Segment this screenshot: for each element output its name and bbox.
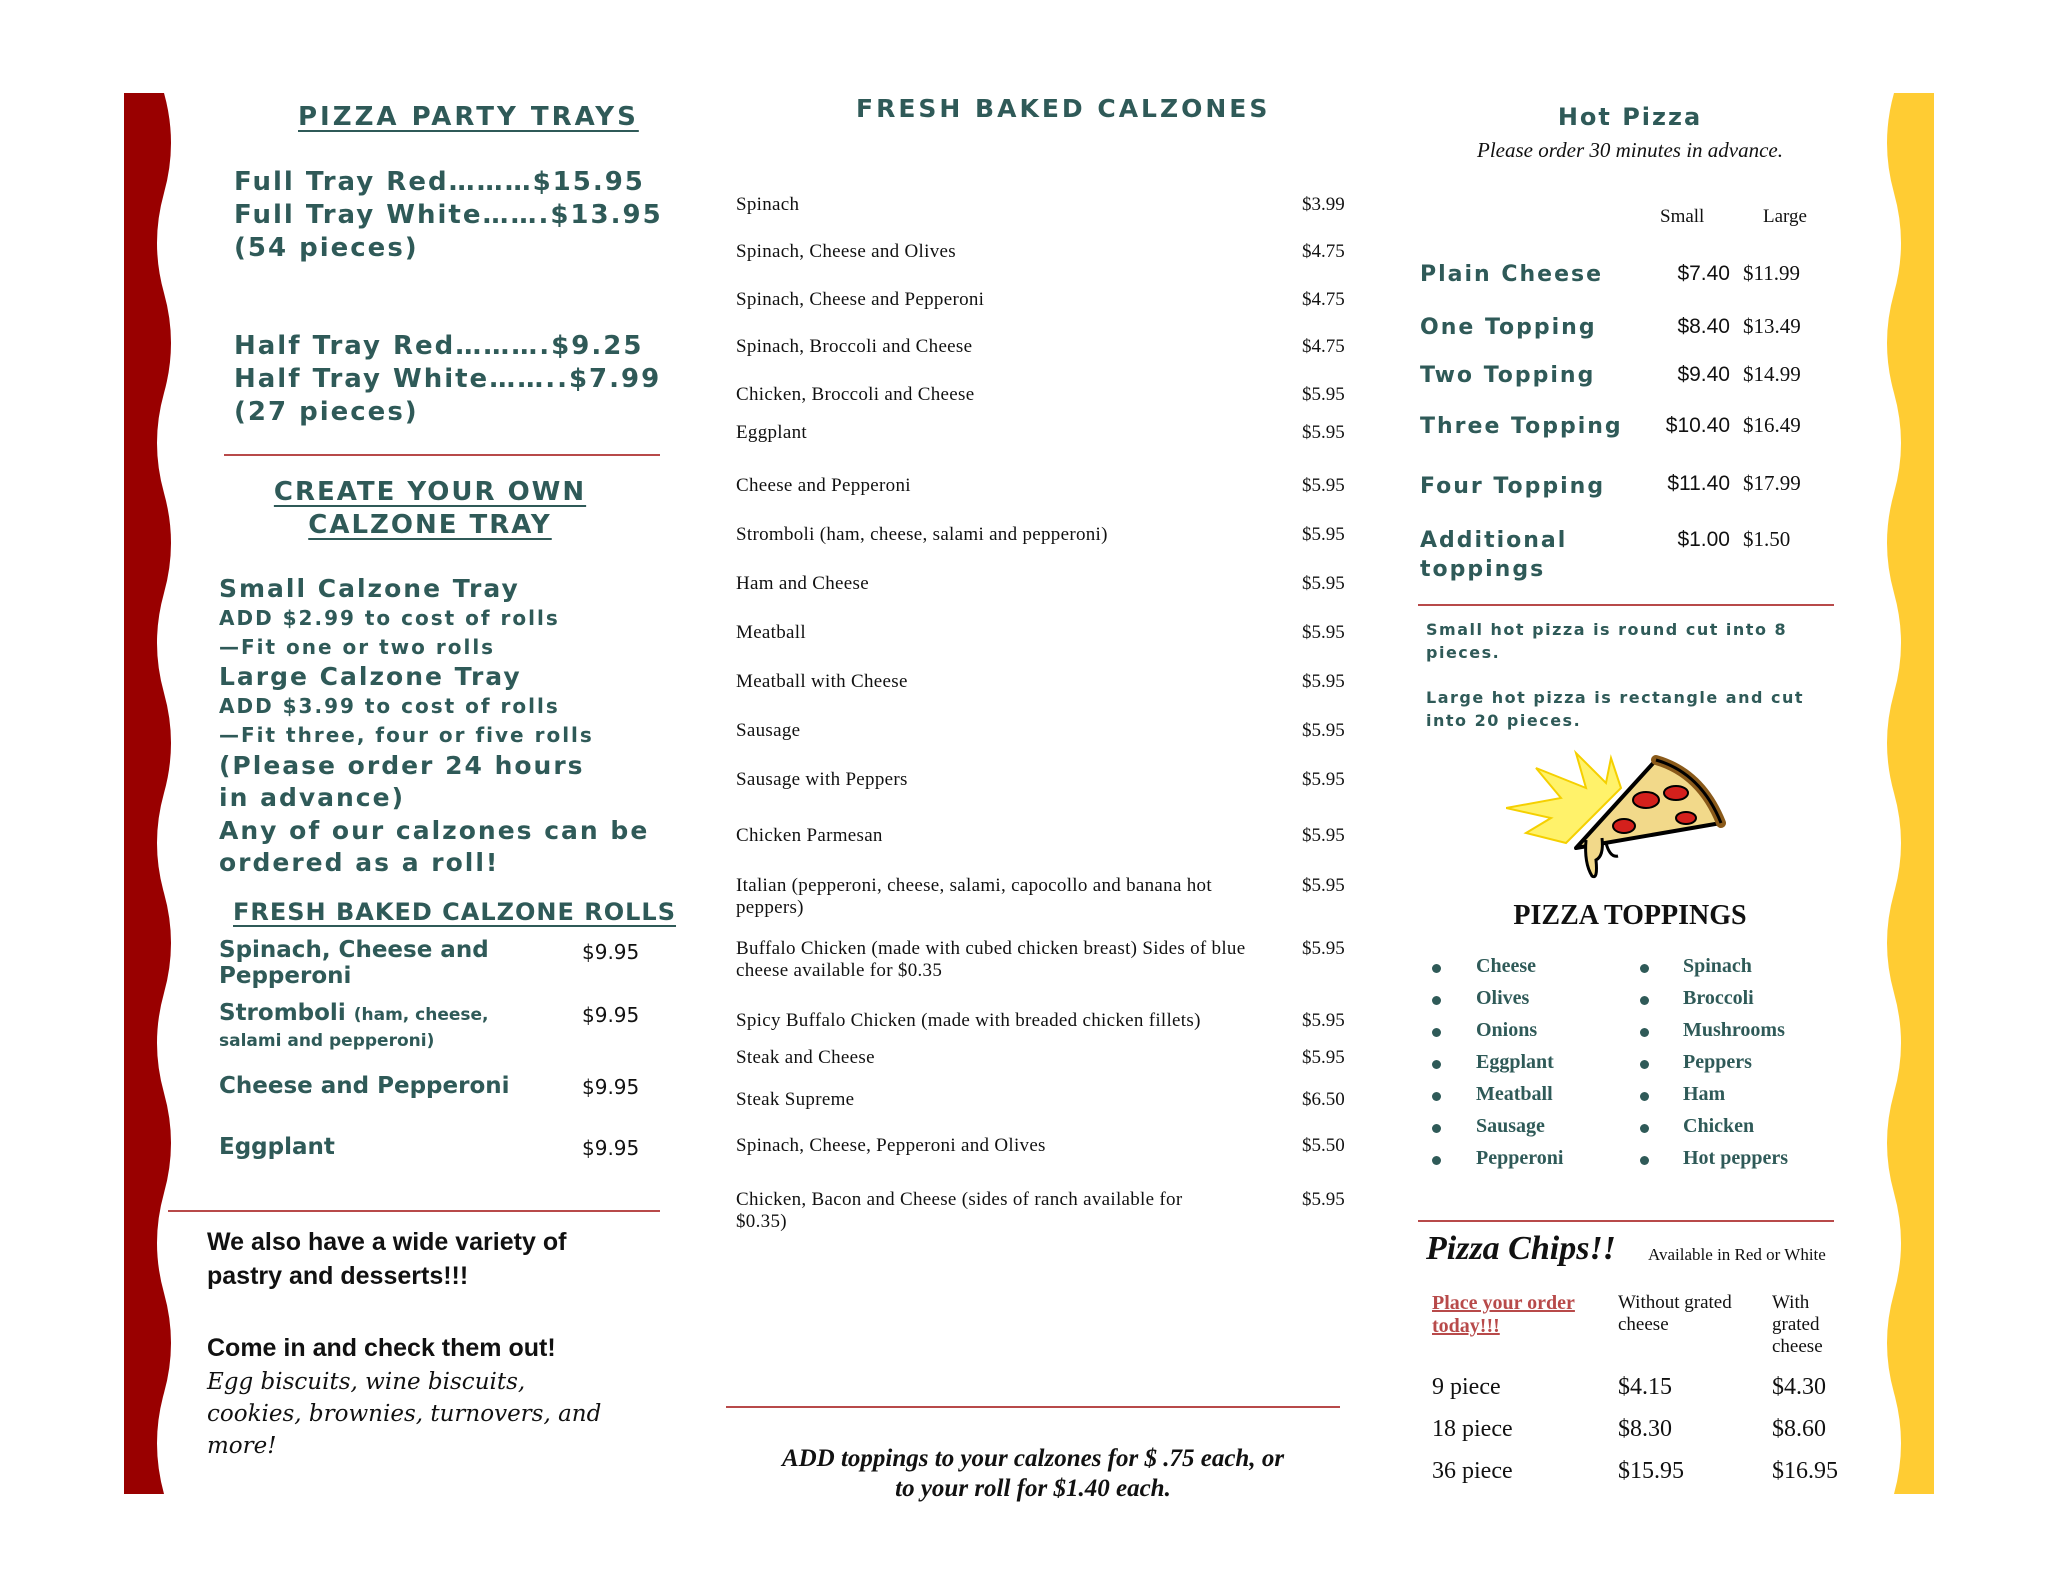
size-large-label: Large xyxy=(1763,206,1807,227)
roll-item-name-sub: (ham, cheese, salami and pepperoni) xyxy=(219,1005,489,1051)
small-calzone-tray: Small Calzone Tray xyxy=(219,574,520,603)
bullet-icon xyxy=(1640,1092,1649,1101)
chips-price-with: $16.95 xyxy=(1772,1458,1838,1484)
divider xyxy=(168,1210,660,1212)
calzone-name: Chicken, Broccoli and Cheese xyxy=(736,384,975,405)
small-pizza-note: Small hot pizza is round cut into 8 pieces. xyxy=(1426,620,1788,662)
calzone-name: Meatball xyxy=(736,622,806,643)
chips-price-with: $4.30 xyxy=(1772,1374,1826,1400)
calzone-price: $5.95 xyxy=(1302,573,1345,594)
chips-price-with: $8.60 xyxy=(1772,1416,1826,1442)
add-toppings-note xyxy=(728,1444,1338,1504)
topping-item: Broccoli xyxy=(1683,987,1754,1009)
calzone-name: Italian (pepperoni, cheese, salami, capocollo and banana hot peppers) xyxy=(736,875,1212,918)
calzone-price: $3.99 xyxy=(1302,194,1345,215)
chips-price-without: $4.15 xyxy=(1618,1374,1672,1400)
pizza-name: Two Topping xyxy=(1420,363,1596,388)
hot-pizza-subtitle: Please order 30 minutes in advance. xyxy=(1477,138,1783,162)
left-wavy-bar xyxy=(124,93,172,1494)
large-tray-fit: —Fit three, four or five rolls xyxy=(219,723,594,747)
topping-item: Ham xyxy=(1683,1083,1726,1105)
calzone-name: Meatball with Cheese xyxy=(736,671,908,692)
bullet-icon xyxy=(1432,1124,1441,1133)
roll-item-name xyxy=(219,1000,549,1052)
pizza-name: Four Topping xyxy=(1420,474,1606,499)
topping-item: Sausage xyxy=(1476,1115,1545,1137)
topping-item: Peppers xyxy=(1683,1051,1752,1073)
pizza-large-price: $16.49 xyxy=(1743,413,1801,437)
large-pizza-note: Large hot pizza is rectangle and cut into 20 pieces. xyxy=(1426,688,1805,730)
calzone-price: $5.95 xyxy=(1302,475,1345,496)
size-small-label: Small xyxy=(1660,206,1705,227)
large-calzone-tray: Large Calzone Tray xyxy=(219,662,522,691)
pastry-invite: Come in and check them out! xyxy=(207,1334,556,1362)
large-tray-add: ADD $3.99 to cost of rolls xyxy=(219,694,560,718)
topping-item: Eggplant xyxy=(1476,1051,1554,1073)
topping-item: Mushrooms xyxy=(1683,1019,1785,1041)
calzone-name: Spinach, Cheese and Pepperoni xyxy=(736,289,985,310)
pastry-list: Egg biscuits, wine biscuits, cookies, brownies, turnovers, and more! xyxy=(207,1369,602,1459)
calzone-name: Spinach, Broccoli and Cheese xyxy=(736,336,973,357)
pizza-slice-icon xyxy=(1506,748,1726,888)
pizza-name: Plain Cheese xyxy=(1420,262,1604,287)
calzone-name: Spinach, Cheese and Olives xyxy=(736,241,956,262)
party-trays-title: PIZZA PARTY TRAYS xyxy=(298,102,639,132)
bullet-icon xyxy=(1432,1028,1441,1037)
chips-with-cheese-header: With grated cheese xyxy=(1772,1292,1823,1357)
calzone-price: $5.50 xyxy=(1302,1135,1345,1156)
calzone-price: $5.95 xyxy=(1302,769,1345,790)
create-your-own-title-line1: CREATE YOUR OWN xyxy=(273,477,587,507)
bullet-icon xyxy=(1432,964,1441,973)
calzone-name: Eggplant xyxy=(736,422,807,443)
bullet-icon xyxy=(1432,1092,1441,1101)
chips-size: 36 piece xyxy=(1432,1458,1513,1484)
divider xyxy=(1418,604,1834,606)
roll-item-name-main: Stromboli xyxy=(219,1000,346,1026)
bullet-icon xyxy=(1432,1060,1441,1069)
pizza-large-price: $17.99 xyxy=(1743,471,1801,495)
any-calzone-line1: Any of our calzones can be xyxy=(219,816,650,845)
add-toppings-line2: to your roll for $1.40 each. xyxy=(895,1475,1171,1502)
calzone-name: Spinach xyxy=(736,194,800,215)
right-wavy-bar xyxy=(1886,93,1934,1494)
calzone-price: $5.95 xyxy=(1302,384,1345,405)
chips-without-cheese-header: Without grated cheese xyxy=(1618,1292,1732,1335)
bullet-icon xyxy=(1640,1060,1649,1069)
order-24-line1: (Please order 24 hours xyxy=(219,751,585,780)
small-tray-add: ADD $2.99 to cost of rolls xyxy=(219,606,560,630)
any-calzone-line2: ordered as a roll! xyxy=(219,848,500,877)
calzone-price: $5.95 xyxy=(1302,524,1345,545)
calzone-price: $5.95 xyxy=(1302,938,1345,959)
calzones-title: FRESH BAKED CALZONES xyxy=(856,94,1271,123)
bullet-icon xyxy=(1640,1028,1649,1037)
full-tray-red: Full Tray Red………$15.95 xyxy=(234,167,645,197)
calzone-price: $4.75 xyxy=(1302,336,1345,357)
calzone-price: $5.95 xyxy=(1302,1189,1345,1210)
calzone-price: $4.75 xyxy=(1302,241,1345,262)
half-tray-red: Half Tray Red……….$9.25 xyxy=(234,331,644,361)
pizza-chips-title: Pizza Chips!! xyxy=(1426,1230,1616,1267)
half-tray-white: Half Tray White……..$7.99 xyxy=(234,364,662,394)
calzone-price: $5.95 xyxy=(1302,1047,1345,1068)
calzone-rolls-title: FRESH BAKED CALZONE ROLLS xyxy=(233,898,677,926)
topping-item: Meatball xyxy=(1476,1083,1553,1105)
calzone-name: Steak Supreme xyxy=(736,1089,855,1110)
pizza-small-price: $11.40 xyxy=(1667,472,1730,495)
full-tray-white: Full Tray White…….$13.95 xyxy=(234,200,663,230)
calzone-name: Sausage with Peppers xyxy=(736,769,908,790)
calzone-name: Spicy Buffalo Chicken (made with breaded chicken fillets) xyxy=(736,1010,1201,1031)
topping-item: Spinach xyxy=(1683,955,1752,977)
roll-item-price: $9.95 xyxy=(582,940,640,964)
bullet-icon xyxy=(1640,964,1649,973)
pizza-large-price: $14.99 xyxy=(1743,362,1801,386)
pizza-name: Additional toppings xyxy=(1420,528,1568,582)
calzone-price: $5.95 xyxy=(1302,720,1345,741)
bullet-icon xyxy=(1640,1156,1649,1165)
full-tray-pieces: (54 pieces) xyxy=(234,233,419,263)
place-order-link[interactable]: Place your order today!!! xyxy=(1432,1292,1575,1337)
topping-item: Chicken xyxy=(1683,1115,1755,1137)
bullet-icon xyxy=(1432,996,1441,1005)
small-tray-fit: —Fit one or two rolls xyxy=(219,635,496,659)
calzone-price: $5.95 xyxy=(1302,622,1345,643)
topping-item: Cheese xyxy=(1476,955,1536,977)
calzone-price: $4.75 xyxy=(1302,289,1345,310)
hot-pizza-title: Hot Pizza xyxy=(1557,103,1703,131)
pizza-small-price: $9.40 xyxy=(1677,363,1730,386)
chips-size: 18 piece xyxy=(1432,1416,1513,1442)
roll-item-name: Cheese and Pepperoni xyxy=(219,1073,510,1099)
calzone-name: Steak and Cheese xyxy=(736,1047,875,1068)
order-24-line2: in advance) xyxy=(219,783,406,812)
roll-item-name: Spinach, Cheese and Pepperoni xyxy=(219,937,489,989)
chips-price-without: $15.95 xyxy=(1618,1458,1684,1484)
calzone-price: $5.95 xyxy=(1302,422,1345,443)
calzone-name: Cheese and Pepperoni xyxy=(736,475,911,496)
pizza-name: One Topping xyxy=(1420,315,1597,340)
roll-item-price: $9.95 xyxy=(582,1075,640,1099)
calzone-price: $5.95 xyxy=(1302,825,1345,846)
calzone-name: Chicken, Bacon and Cheese (sides of ranch available for $0.35) xyxy=(736,1189,1183,1232)
topping-item: Onions xyxy=(1476,1019,1538,1041)
roll-item-name: Eggplant xyxy=(219,1134,335,1160)
topping-item: Hot peppers xyxy=(1683,1147,1788,1169)
roll-item-price: $9.95 xyxy=(582,1136,640,1160)
calzone-price: $6.50 xyxy=(1302,1089,1345,1110)
roll-item-price: $9.95 xyxy=(582,1003,640,1027)
calzone-price: $5.95 xyxy=(1302,1010,1345,1031)
calzone-price: $5.95 xyxy=(1302,671,1345,692)
calzone-name: Spinach, Cheese, Pepperoni and Olives xyxy=(736,1135,1046,1156)
pizza-large-price: $13.49 xyxy=(1743,314,1801,338)
calzone-price: $5.95 xyxy=(1302,875,1345,896)
calzone-name: Stromboli (ham, cheese, salami and pepperoni) xyxy=(736,524,1108,545)
topping-item: Olives xyxy=(1476,987,1530,1009)
half-tray-pieces: (27 pieces) xyxy=(234,397,419,427)
calzone-name: Ham and Cheese xyxy=(736,573,869,594)
toppings-title: PIZZA TOPPINGS xyxy=(1513,900,1747,931)
divider xyxy=(726,1406,1340,1408)
add-toppings-line1: ADD toppings to your calzones for $ .75 each, or xyxy=(781,1445,1285,1472)
pizza-large-price: $11.99 xyxy=(1743,261,1800,285)
calzone-name: Buffalo Chicken (made with cubed chicken breast) Sides of blue cheese available for $0.35 xyxy=(736,938,1246,981)
pizza-name: Three Topping xyxy=(1420,414,1623,439)
pizza-small-price: $8.40 xyxy=(1677,315,1730,338)
pizza-large-price: $1.50 xyxy=(1743,527,1791,551)
chips-size: 9 piece xyxy=(1432,1374,1501,1400)
divider xyxy=(1418,1220,1834,1222)
divider xyxy=(224,454,660,456)
chips-price-without: $8.30 xyxy=(1618,1416,1672,1442)
bullet-icon xyxy=(1432,1156,1441,1165)
pizza-small-price: $10.40 xyxy=(1665,414,1730,437)
pizza-small-price: $1.00 xyxy=(1677,528,1730,551)
pizza-chips-availability: Available in Red or White xyxy=(1648,1245,1826,1264)
create-your-own-title-line2: CALZONE TRAY xyxy=(308,510,552,540)
bullet-icon xyxy=(1640,996,1649,1005)
pizza-small-price: $7.40 xyxy=(1677,262,1730,285)
calzone-name: Sausage xyxy=(736,720,801,741)
create-your-own-title xyxy=(230,476,630,542)
topping-item: Pepperoni xyxy=(1476,1147,1564,1169)
bullet-icon xyxy=(1640,1124,1649,1133)
calzone-name: Chicken Parmesan xyxy=(736,825,883,846)
pastry-note: We also have a wide variety of pastry and desserts!!! xyxy=(207,1228,567,1290)
